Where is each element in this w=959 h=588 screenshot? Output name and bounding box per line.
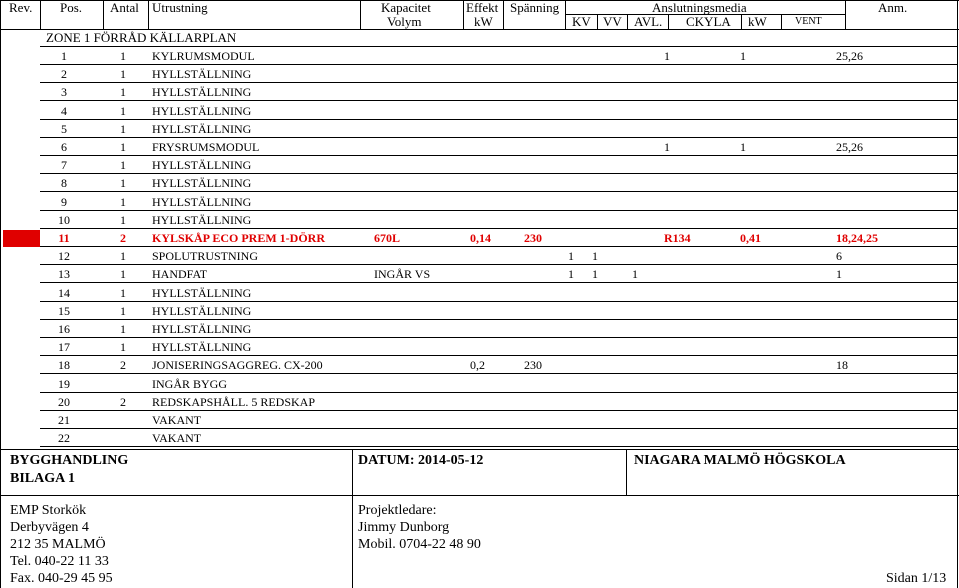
- sub-sep-kw: [781, 14, 782, 29]
- table-row: [40, 375, 957, 393]
- revision-highlight-marker: [3, 230, 40, 247]
- cell-utrustning: INGÅR BYGG: [152, 376, 227, 391]
- cell-pos: 18: [58, 358, 70, 373]
- sub-sep-ckyla: [741, 14, 742, 29]
- header-kapacitet: Kapacitet: [381, 0, 431, 15]
- cell-antal: 2: [120, 394, 126, 409]
- cell-utrustning: KYLSKÅP ECO PREM 1-DÖRR: [152, 231, 326, 245]
- cell-ckyla: 1: [664, 49, 670, 63]
- cell-pos: 7: [61, 158, 67, 173]
- cell-antal: 1: [120, 121, 126, 136]
- cell-kap: 670L: [374, 231, 401, 245]
- footer-city: 212 35 MALMÖ: [10, 537, 106, 552]
- table-row: [40, 356, 957, 374]
- cell-avl: 1: [632, 267, 638, 282]
- cell-antal: 1: [120, 322, 126, 336]
- cell-effekt: 0,2: [470, 358, 485, 373]
- cell-pos: 1: [61, 49, 67, 63]
- cell-utrustning: HYLLSTÄLLNING: [152, 67, 252, 82]
- cell-utrustning: HYLLSTÄLLNING: [152, 303, 252, 318]
- footer-company: EMP Storkök: [10, 503, 87, 518]
- cell-utrustning: HYLLSTÄLLNING: [152, 121, 252, 136]
- table-row: [40, 193, 957, 211]
- cell-pos: 11: [58, 231, 70, 245]
- header-utrustning: Utrustning: [152, 0, 208, 15]
- table-row: [40, 229, 957, 247]
- header-anslutningsmedia: Anslutningsmedia: [652, 0, 747, 15]
- cell-vv: 1: [592, 249, 598, 264]
- left-border: [0, 0, 1, 588]
- cell-pos: 22: [58, 431, 70, 446]
- subheader-avl: AVL.: [634, 14, 663, 29]
- table-row: [40, 338, 957, 356]
- footer-tel: Tel. 040-22 11 33: [10, 554, 109, 569]
- cell-pos: 4: [61, 103, 67, 118]
- subheader-kw: kW: [748, 14, 767, 29]
- header-antal: Antal: [110, 0, 139, 15]
- footer-attachment: BILAGA 1: [10, 471, 75, 486]
- cell-kap: INGÅR VS: [374, 267, 431, 282]
- subheader-kv: KV: [572, 14, 591, 29]
- cell-vv: 1: [592, 267, 598, 282]
- cell-utrustning: HYLLSTÄLLNING: [152, 158, 252, 173]
- subheader-vv: VV: [603, 14, 622, 29]
- footer-pl-mobile: Mobil. 0704-22 48 90: [358, 537, 481, 552]
- cell-antal: 1: [120, 176, 126, 191]
- cell-antal: 1: [120, 194, 126, 209]
- table-row: [40, 284, 957, 302]
- cell-anm: 25,26: [836, 49, 863, 63]
- cell-utrustning: REDSKAPSHÅLL. 5 REDSKAP: [152, 394, 316, 409]
- cell-pos: 17: [58, 340, 70, 355]
- table-row: [40, 120, 957, 138]
- header-sep-6: [503, 0, 504, 29]
- cell-pos: 21: [58, 413, 70, 427]
- table-row: [40, 47, 957, 65]
- cell-kv: 1: [568, 249, 574, 264]
- cell-effekt: 0,14: [470, 231, 491, 245]
- cell-utrustning: HYLLSTÄLLNING: [152, 176, 252, 191]
- cell-antal: 1: [120, 249, 126, 264]
- cell-anm: 1: [836, 267, 842, 282]
- header-effekt: Effekt: [466, 0, 499, 15]
- cell-ckyla: R134: [664, 231, 691, 245]
- cell-utrustning: HYLLSTÄLLNING: [152, 340, 252, 355]
- cell-antal: 1: [120, 140, 126, 154]
- table-row: [40, 429, 957, 447]
- footer-pl-label: Projektledare:: [358, 503, 437, 518]
- header-sep-3: [148, 0, 149, 29]
- sub-sep-vv: [627, 14, 628, 29]
- footer-page-number: Sidan 1/13: [886, 571, 947, 586]
- cell-antal: 1: [120, 67, 126, 82]
- cell-utrustning: HYLLSTÄLLNING: [152, 285, 252, 300]
- subheader-ckyla: CKYLA: [686, 14, 731, 29]
- table-row: [40, 211, 957, 229]
- right-border: [957, 0, 958, 588]
- table-row: [40, 247, 957, 265]
- subheader-vent: VENT: [795, 16, 822, 27]
- cell-spanning: 230: [524, 231, 542, 245]
- cell-antal: 2: [120, 358, 126, 373]
- cell-utrustning: HYLLSTÄLLNING: [152, 85, 252, 100]
- footer-street: Derbyvägen 4: [10, 520, 89, 535]
- header-anm: Anm.: [878, 0, 908, 15]
- cell-utrustning: VAKANT: [152, 413, 202, 427]
- cell-utrustning: KYLRUMSMODUL: [152, 49, 255, 63]
- table-row: [40, 411, 957, 429]
- cell-ckw: 0,41: [740, 231, 761, 245]
- cell-anm: 6: [836, 249, 842, 264]
- cell-pos: 10: [58, 212, 70, 227]
- footer-pl-name: Jimmy Dunborg: [358, 520, 450, 535]
- cell-anm: 25,26: [836, 140, 863, 154]
- footer-top-line: [0, 449, 959, 450]
- cell-pos: 2: [61, 67, 67, 82]
- cell-pos: 5: [61, 121, 67, 136]
- cell-utrustning: HYLLSTÄLLNING: [152, 194, 252, 209]
- footer-mid-line: [0, 495, 959, 496]
- header-kw: kW: [474, 14, 493, 29]
- table-row: [40, 138, 957, 156]
- header-spanning: Spänning: [510, 0, 560, 15]
- table-row: [40, 302, 957, 320]
- cell-pos: 12: [58, 249, 70, 264]
- cell-antal: 1: [120, 340, 126, 355]
- sub-sep-avl: [668, 14, 669, 29]
- cell-antal: 1: [120, 49, 126, 63]
- header-sep-4: [360, 0, 361, 29]
- cell-pos: 14: [58, 285, 70, 300]
- cell-ckw: 1: [740, 140, 746, 154]
- cell-utrustning: VAKANT: [152, 431, 202, 446]
- cell-pos: 13: [58, 267, 70, 282]
- cell-utrustning: HANDFAT: [152, 267, 208, 282]
- header-sep-8: [845, 0, 846, 29]
- cell-utrustning: FRYSRUMSMODUL: [152, 140, 260, 154]
- cell-utrustning: JONISERINGSAGGREG. CX-200: [152, 358, 323, 373]
- footer-doc-title: BYGGHANDLING: [10, 453, 129, 468]
- cell-antal: 1: [120, 285, 126, 300]
- header-volym: Volym: [387, 14, 422, 29]
- cell-spanning: 230: [524, 358, 542, 373]
- cell-pos: 3: [61, 85, 67, 100]
- header-sep-5: [463, 0, 464, 29]
- table-row: [40, 320, 957, 338]
- footer-fax: Fax. 040-29 45 95: [10, 571, 113, 586]
- cell-antal: 1: [120, 85, 126, 100]
- cell-kv: 1: [568, 267, 574, 282]
- cell-ckw: 1: [740, 49, 746, 63]
- footer-date: DATUM: 2014-05-12: [358, 453, 484, 468]
- table-row: [40, 65, 957, 83]
- cell-pos: 15: [58, 303, 70, 318]
- cell-antal: 1: [120, 103, 126, 118]
- zone-title: ZONE 1 FÖRRÅD KÄLLARPLAN: [46, 30, 237, 45]
- table-row: [40, 102, 957, 120]
- footer-sep-left: [352, 449, 353, 588]
- cell-antal: 1: [120, 267, 126, 282]
- cell-pos: 6: [61, 140, 67, 154]
- sub-sep-kv: [597, 14, 598, 29]
- cell-antal: 1: [120, 158, 126, 173]
- cell-anm: 18,24,25: [836, 231, 878, 245]
- cell-pos: 9: [61, 194, 67, 209]
- header-pos: Pos.: [60, 0, 83, 15]
- cell-antal: 2: [120, 231, 126, 245]
- table-row: [40, 174, 957, 192]
- footer-sep-right: [626, 449, 627, 495]
- table-row: [40, 265, 957, 283]
- cell-antal: 1: [120, 212, 126, 227]
- cell-pos: 19: [58, 376, 70, 391]
- cell-utrustning: HYLLSTÄLLNING: [152, 212, 252, 227]
- cell-ckyla: 1: [664, 140, 670, 154]
- table-row: [40, 83, 957, 101]
- cell-utrustning: HYLLSTÄLLNING: [152, 103, 252, 118]
- cell-utrustning: HYLLSTÄLLNING: [152, 322, 252, 336]
- header-sep-2: [103, 0, 104, 29]
- cell-antal: 1: [120, 303, 126, 318]
- footer-project: NIAGARA MALMÖ HÖGSKOLA: [634, 453, 846, 468]
- cell-anm: 18: [836, 358, 848, 373]
- cell-pos: 20: [58, 394, 70, 409]
- cell-pos: 16: [58, 322, 70, 336]
- table-row: [40, 156, 957, 174]
- header-rev: Rev.: [9, 0, 33, 15]
- header-sep-1: [40, 0, 41, 29]
- table-row: [40, 393, 957, 411]
- cell-utrustning: SPOLUTRUSTNING: [152, 249, 259, 264]
- cell-pos: 8: [61, 176, 67, 191]
